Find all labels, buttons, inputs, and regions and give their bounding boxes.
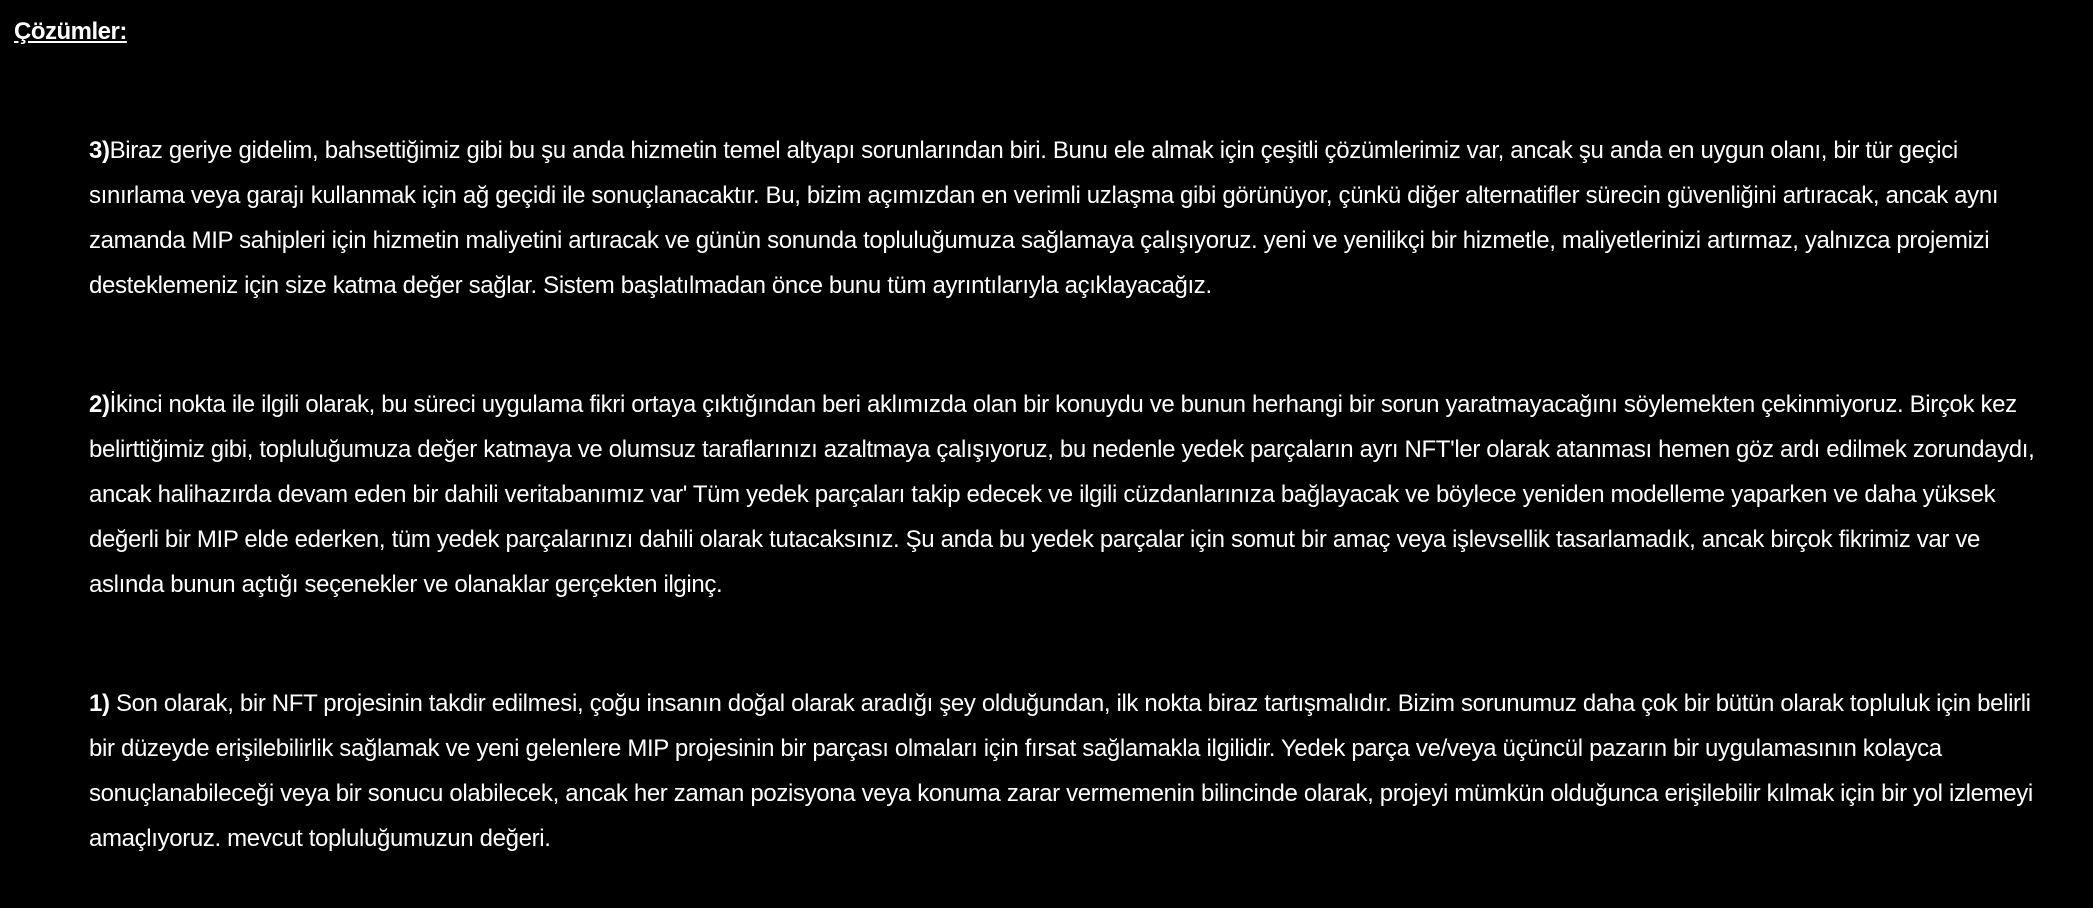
solution-paragraph-1 — [89, 681, 2039, 861]
page-heading: Çözümler: — [14, 18, 127, 45]
paragraph-number: 1) — [89, 690, 110, 717]
paragraph-number: 3) — [89, 137, 110, 164]
paragraph-text: Son olarak, bir NFT projesinin takdir edilmesi, çoğu insanın doğal olarak aradığı şey olduğundan, ilk nokta biraz tartışmalıdır. Bizim sorunumuz daha çok bir bütün olarak topluluk için belirli bir düzeyde erişilebilirlik sağlamak ve yeni gelenlere MIP projesinin bir parçası olmaları için fırsat sağlamakla ilgilidir. Yedek parça ve/veya üçüncül pazarın bir uygulamasının kolayca sonuçlanabileceği veya bir sonucu olabilecek, ancak her zaman pozisyona veya konuma zarar vermemenin bilincinde olarak, projeyi mümkün olduğunca erişilebilir kılmak için bir yol izlemeyi amaçlıyoruz. mevcut topluluğumuzun değeri. — [89, 690, 2033, 852]
paragraph-number: 2) — [89, 391, 110, 418]
solution-paragraph-3 — [89, 128, 2039, 308]
solution-paragraph-2 — [89, 382, 2039, 607]
paragraph-text: Biraz geriye gidelim, bahsettiğimiz gibi bu şu anda hizmetin temel altyapı sorunlarından biri. Bunu ele almak için çeşitli çözümlerimiz var, ancak şu anda en uygun olanı, bir tür geçici sınırlama veya garajı kullanmak için ağ geçidi ile sonuçlanacaktır. Bu, bizim açımızdan en verimli uzlaşma gibi görünüyor, çünkü diğer alternatifler sürecin güvenliğini artıracak, ancak aynı zamanda MIP sahipleri için hizmetin maliyetini artıracak ve günün sonunda topluluğumuza sağlamaya çalışıyoruz. yeni ve yenilikçi bir hizmetle, maliyetlerinizi artırmaz, yalnızca projemizi desteklemeniz için size katma değer sağlar. Sistem başlatılmadan önce bunu tüm ayrıntılarıyla açıklayacağız. — [89, 137, 1999, 299]
paragraph-text: İkinci nokta ile ilgili olarak, bu süreci uygulama fikri ortaya çıktığından beri aklımızda olan bir konuydu ve bunun herhangi bir sorun yaratmayacağını söylemekten çekinmiyoruz. Birçok kez belirttiğimiz gibi, topluluğumuza değer katmaya ve olumsuz taraflarınızı azaltmaya çalışıyoruz, bu nedenle yedek parçaların ayrı NFT'ler olarak atanması hemen göz ardı edilmek zorundaydı, ancak halihazırda devam eden bir dahili veritabanımız var' Tüm yedek parçaları takip edecek ve ilgili cüzdanlarınıza bağlayacak ve böylece yeniden modelleme yaparken ve daha yüksek değerli bir MIP elde ederken, tüm yedek parçalarınızı dahili olarak tutacaksınız. Şu anda bu yedek parçalar için somut bir amaç veya işlevsellik tasarlamadık, ancak birçok fikrimiz var ve aslında bunun açtığı seçenekler ve olanaklar gerçekten ilginç. — [89, 391, 2035, 598]
